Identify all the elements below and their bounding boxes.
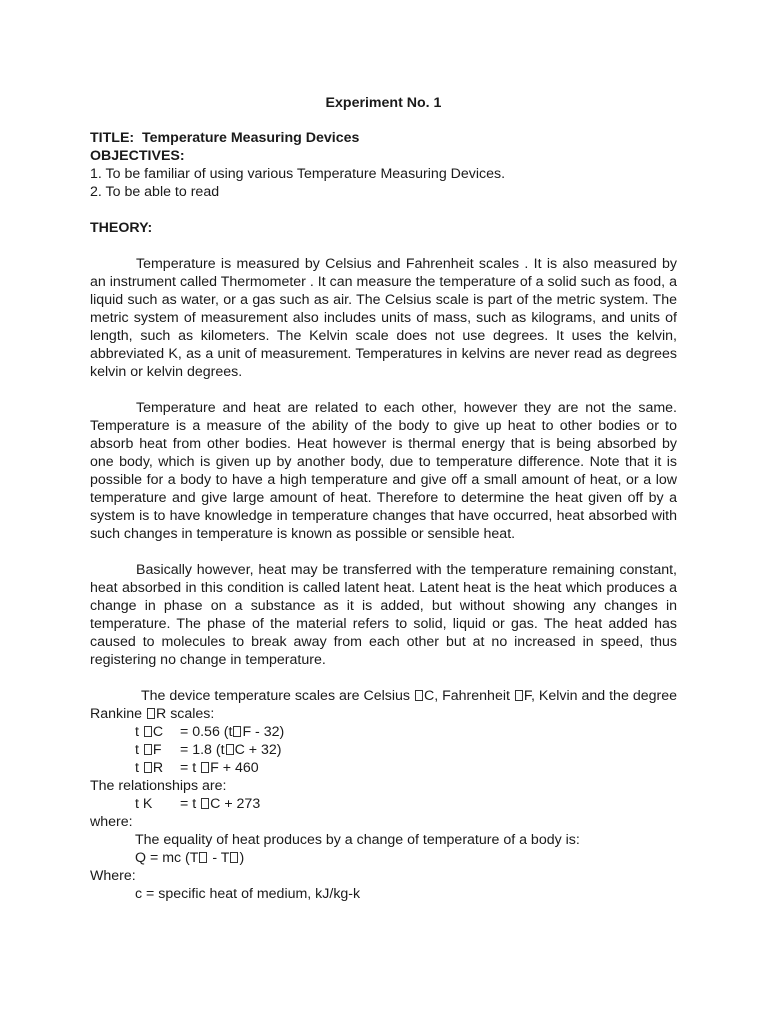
equation-fahrenheit: t F = 1.8 (t C + 32): [135, 742, 282, 758]
title-text: Temperature Measuring Devices: [142, 130, 360, 146]
missing-glyph-icon: [144, 726, 152, 737]
title-line: [90, 129, 677, 147]
missing-glyph-icon: [233, 726, 241, 737]
missing-glyph-icon: [226, 744, 234, 755]
heat-equation: Q = mc (T - T ): [135, 850, 245, 866]
theory-paragraph: Basically however, heat may be transferred with the temperature remaining constant, heat absorbed in this condition is called latent heat. Latent heat is the heat which produces a change in phase on a substance as it is added, but without showing any changes in temperature. The phase of the material refers to solid, liquid or gas. The heat added has caused to molecules to break away from each other but at no increased in speed, thus registering no change in temperature.: [90, 562, 677, 668]
equation-kelvin: t K = t C + 273: [135, 796, 261, 812]
theory-label: THEORY:: [90, 220, 153, 236]
document-page: [90, 94, 677, 903]
equality-text: The equality of heat produces by a change of temperature of a body is:: [135, 832, 580, 848]
objectives-label: OBJECTIVES:: [90, 148, 185, 164]
missing-glyph-icon: [147, 708, 155, 719]
objective-item: 2. To be able to read: [90, 184, 220, 200]
missing-glyph-icon: [515, 690, 523, 701]
theory-paragraph: Temperature and heat are related to each other, however they are not the same. Temperature is a measure of the ability of the body to give up heat to other bodies or to absorb heat from other bodies. Heat however is thermal energy that is being absorbed by one body, which is given up by another body, due to temperature difference. Note that it is possible for a body to have a high temperature and give off a small amount of heat, or a low temperature and give large amount of heat. Therefore to determine the heat given off by a system is to have knowledge in temperature changes that have occurred, heat absorbed with such changes in temperature is known as possible or sensible heat.: [90, 400, 677, 542]
theory-paragraph: Temperature is measured by Celsius and Fahrenheit scales . It is also measured by an instrument called Thermometer . It can measure the temperature of a solid such as food, a liquid such as water, or a gas such as air. The Celsius scale is part of the metric system. The metric system of measurement also includes units of mass, such as kilograms, and units of length, such as kilometers. The Kelvin scale does not use degrees. It uses the kelvin, abbreviated K, as a unit of measurement. Temperatures in kelvins are never read as degrees kelvin or kelvin degrees.: [90, 256, 677, 380]
objective-item: 1. To be familiar of using various Temperature Measuring Devices.: [90, 166, 506, 182]
missing-glyph-icon: [201, 798, 209, 809]
missing-glyph-icon: [144, 744, 152, 755]
where-label: where:: [90, 814, 133, 830]
relationships-label: The relationships are:: [90, 778, 227, 794]
missing-glyph-icon: [415, 690, 423, 701]
equation-celsius: t C = 0.56 (t F - 32): [135, 724, 285, 740]
missing-glyph-icon: [199, 852, 207, 863]
title-label: TITLE:: [90, 130, 135, 146]
specific-heat-definition: c = specific heat of medium, kJ/kg-k: [135, 886, 361, 902]
scales-intro: The device temperature scales are Celsius C, Fahrenheit F, Kelvin and the degree Rankine R scales:: [90, 688, 677, 722]
missing-glyph-icon: [201, 762, 209, 773]
missing-glyph-icon: [230, 852, 238, 863]
where-label-2: Where:: [90, 868, 136, 884]
equation-rankine: t R = t F + 460: [135, 760, 259, 776]
experiment-heading: Experiment No. 1: [325, 95, 442, 111]
missing-glyph-icon: [144, 762, 152, 773]
